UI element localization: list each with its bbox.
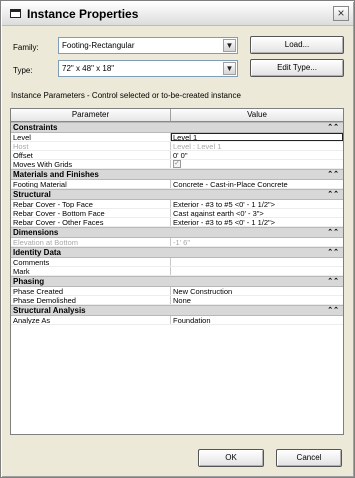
table-row[interactable] — [11, 200, 343, 209]
group-label: Phasing — [13, 277, 45, 286]
family-select[interactable] — [58, 37, 238, 54]
group-label: Materials and Finishes — [13, 170, 99, 179]
param-value-input[interactable]: Level 1 — [171, 133, 343, 141]
param-value — [171, 160, 343, 168]
close-icon: × — [337, 6, 345, 20]
param-value[interactable] — [171, 258, 343, 266]
table-row[interactable] — [11, 296, 343, 305]
grid-header — [11, 109, 343, 122]
group-structural[interactable] — [11, 189, 343, 200]
param-value[interactable]: Exterior - #3 to #5 <0' - 1 1/2"> — [173, 218, 276, 226]
group-identity[interactable] — [11, 247, 343, 258]
param-name: Host — [11, 142, 171, 150]
moves-with-grids-checkbox[interactable]: ✓ — [174, 160, 180, 167]
group-label: Dimensions — [13, 228, 59, 237]
table-row — [11, 142, 343, 151]
type-select[interactable] — [58, 60, 238, 77]
group-phasing[interactable] — [11, 276, 343, 287]
group-label: Structural — [13, 190, 51, 199]
param-name: Rebar Cover - Top Face — [11, 200, 171, 208]
double-chevron-up-icon[interactable]: ⌃⌃ — [327, 171, 339, 178]
double-chevron-up-icon[interactable]: ⌃⌃ — [327, 249, 339, 256]
cancel-button[interactable]: Cancel — [276, 449, 342, 467]
family-label: Family: — [13, 43, 39, 52]
table-row — [11, 238, 343, 247]
group-label: Identity Data — [13, 248, 62, 257]
param-name: Rebar Cover - Other Faces — [11, 218, 171, 226]
group-label: Constraints — [13, 123, 58, 132]
table-row[interactable] — [11, 151, 343, 160]
double-chevron-up-icon[interactable]: ⌃⌃ — [327, 229, 339, 236]
param-value[interactable]: Concrete - Cast-in-Place Concrete — [173, 180, 288, 188]
instance-parameters-caption: Instance Parameters - Control selected or to-be-created instance — [11, 91, 241, 100]
param-value: -1' 6" — [173, 238, 191, 246]
param-name: Mark — [11, 267, 171, 275]
param-name: Comments — [11, 258, 171, 266]
title-bar[interactable] — [2, 2, 353, 26]
table-row[interactable] — [11, 258, 343, 267]
double-chevron-up-icon[interactable]: ⌃⌃ — [327, 307, 339, 314]
table-row[interactable] — [11, 160, 343, 169]
param-value: Level : Level 1 — [173, 142, 222, 150]
param-name: Moves With Grids — [11, 160, 171, 168]
column-header-parameter[interactable]: Parameter — [11, 109, 171, 121]
group-dimensions[interactable] — [11, 227, 343, 238]
param-value[interactable]: Exterior - #3 to #5 <0' - 1 1/2"> — [173, 200, 276, 208]
window-title: Instance Properties — [27, 7, 139, 21]
param-name: Footing Material — [11, 180, 171, 188]
param-name: Level — [11, 133, 171, 141]
param-value[interactable]: Foundation — [173, 316, 211, 324]
column-header-value[interactable]: Value — [171, 109, 343, 121]
table-row[interactable] — [11, 209, 343, 218]
param-name: Phase Demolished — [11, 296, 171, 304]
group-structural-analysis[interactable] — [11, 305, 343, 316]
param-value[interactable]: New Construction — [173, 287, 233, 295]
table-row[interactable] — [11, 316, 343, 325]
table-row[interactable] — [11, 180, 343, 189]
group-constraints[interactable] — [11, 122, 343, 133]
param-name: Elevation at Bottom — [11, 238, 171, 246]
table-row[interactable] — [11, 133, 343, 142]
param-name: Analyze As — [11, 316, 171, 324]
type-label: Type: — [13, 66, 33, 75]
family-value: Footing-Rectangular — [62, 41, 135, 50]
param-value[interactable]: Cast against earth <0' - 3"> — [173, 209, 264, 217]
double-chevron-up-icon[interactable]: ⌃⌃ — [327, 278, 339, 285]
param-name: Offset — [11, 151, 171, 159]
chevron-down-icon[interactable]: ▼ — [223, 39, 236, 52]
double-chevron-up-icon[interactable]: ⌃⌃ — [327, 191, 339, 198]
param-value[interactable]: 0' 0" — [173, 151, 188, 159]
edit-type-button[interactable]: Edit Type... — [250, 59, 344, 77]
table-row[interactable] — [11, 218, 343, 227]
param-name: Rebar Cover - Bottom Face — [11, 209, 171, 217]
chevron-down-icon[interactable]: ▼ — [223, 62, 236, 75]
group-materials[interactable] — [11, 169, 343, 180]
table-row[interactable] — [11, 267, 343, 276]
close-button[interactable] — [333, 6, 349, 21]
table-row[interactable] — [11, 287, 343, 296]
param-value[interactable] — [171, 267, 343, 275]
load-button[interactable]: Load... — [250, 36, 344, 54]
param-value[interactable]: None — [173, 296, 191, 304]
group-label: Structural Analysis — [13, 306, 86, 315]
type-value: 72" x 48" x 18" — [62, 64, 115, 73]
double-chevron-up-icon[interactable]: ⌃⌃ — [327, 124, 339, 131]
window-icon — [10, 9, 21, 18]
param-name: Phase Created — [11, 287, 171, 295]
ok-button[interactable]: OK — [198, 449, 264, 467]
parameter-grid — [10, 108, 344, 435]
